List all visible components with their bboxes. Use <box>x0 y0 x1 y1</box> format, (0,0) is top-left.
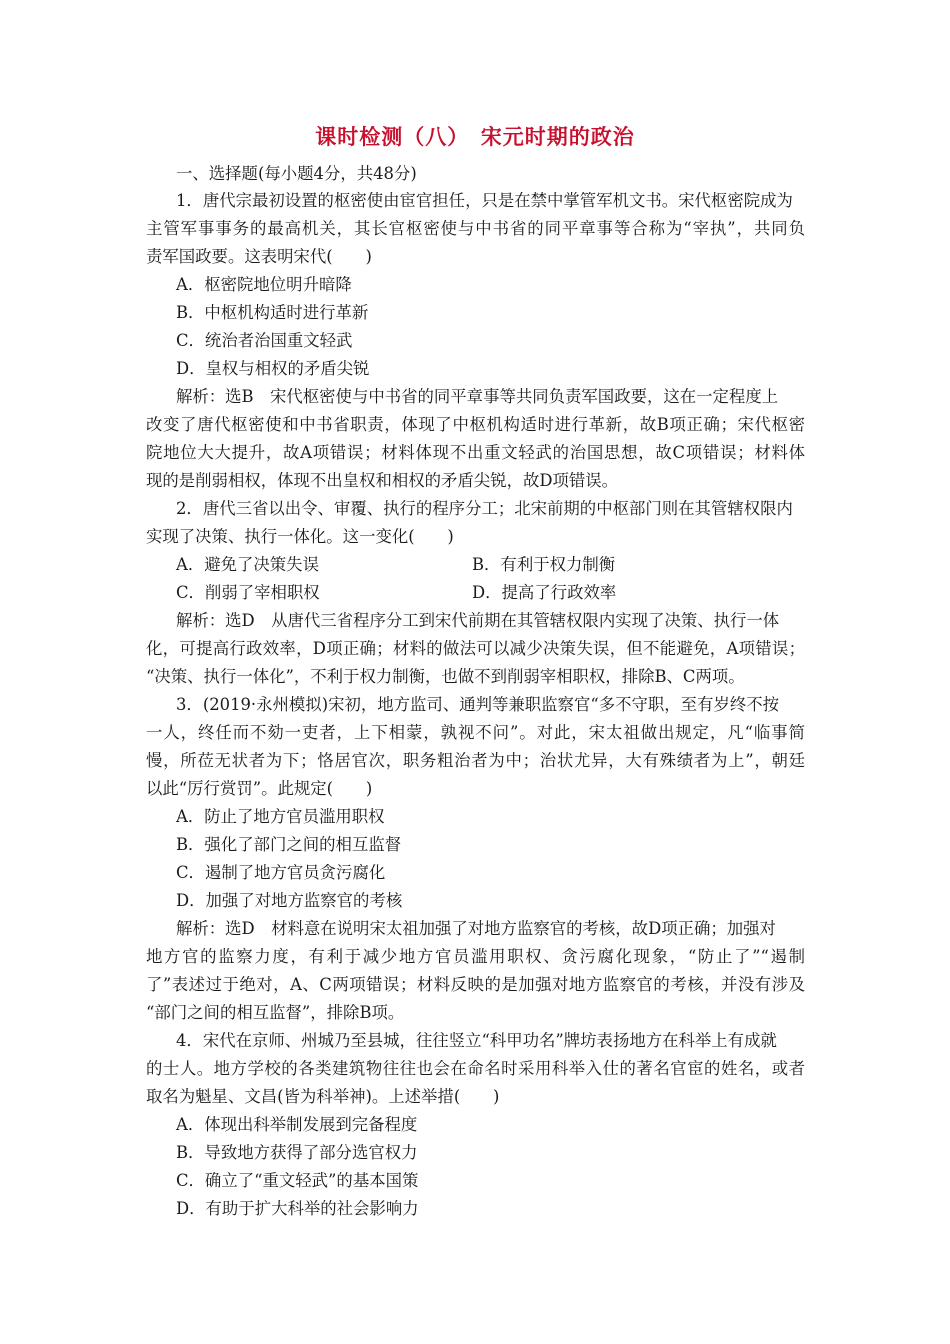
q3-option-c: C．遏制了地方官员贪污腐化 <box>176 863 386 882</box>
q2-stem-line-1: 2．唐代三省以出令、审覆、执行的程序分工；北宋前期的中枢部门则在其管辖权限内 <box>176 499 793 518</box>
q2-analysis-line-2: 化，可提高行政效率，D项正确；材料的做法可以减少决策失误，但不能避免，A项错误； <box>146 639 805 658</box>
section-heading: 一、选择题(每小题4分，共48分) <box>176 164 417 183</box>
q3-option-d: D．加强了对地方监察官的考核 <box>176 891 403 910</box>
q2-option-b: B．有利于权力制衡 <box>472 555 616 574</box>
q1-analysis-line-2: 改变了唐代枢密使和中书省职责，体现了中枢机构适时进行革新，故B项正确；宋代枢密 <box>146 415 805 434</box>
q2-option-a: A．避免了决策失误 <box>176 555 319 574</box>
q1-stem-line-2: 主管军事事务的最高机关，其长官枢密使与中书省的同平章事等合称为“宰执”，共同负 <box>146 219 805 238</box>
q4-option-d: D．有助于扩大科举的社会影响力 <box>176 1199 419 1218</box>
q4-option-c: C．确立了“重文轻武”的基本国策 <box>176 1171 419 1190</box>
q2-analysis-line-1: 解析：选D 从唐代三省程序分工到宋代前期在其管辖权限内实现了决策、执行一体 <box>176 611 780 630</box>
q1-analysis-line-1: 解析：选B 宋代枢密使与中书省的同平章事等共同负责军国政要，这在一定程度上 <box>176 387 779 406</box>
q4-stem-line-2: 的士人。地方学校的各类建筑物往往也会在命名时采用科举入仕的著名官宦的姓名，或者 <box>146 1059 805 1078</box>
q2-analysis-line-3: “决策、执行一体化”，不利于权力制衡，也做不到削弱宰相职权，排除B、C两项。 <box>146 667 745 686</box>
q1-stem-line-3: 责军国政要。这表明宋代( ) <box>146 247 372 266</box>
q3-analysis-line-3: 了”表述过于绝对，A、C两项错误；材料反映的是加强对地方监察官的考核，并没有涉及 <box>146 975 805 994</box>
q3-stem-line-1: 3．(2019·永州模拟)宋初，地方监司、通判等兼职监察官“多不守职，至有岁终不按 <box>176 695 780 714</box>
q3-option-a: A．防止了地方官员滥用职权 <box>176 807 385 826</box>
q1-option-c: C．统治者治国重文轻武 <box>176 331 353 350</box>
q3-analysis-line-4: “部门之间的相互监督”，排除B项。 <box>146 1003 405 1022</box>
q1-stem-line-1: 1．唐代宗最初设置的枢密使由宦官担任，只是在禁中掌管军机文书。宋代枢密院成为 <box>176 191 793 210</box>
q3-analysis-line-2: 地方官的监察力度，有利于减少地方官员滥用职权、贪污腐化现象，“防止了”“遏制 <box>146 947 805 966</box>
q2-option-c: C．削弱了宰相职权 <box>176 583 320 602</box>
q2-option-d: D．提高了行政效率 <box>472 583 617 602</box>
q4-stem-line-3: 取名为魁星、文昌(皆为科举神)。上述举措( ) <box>146 1087 500 1106</box>
q3-stem-line-2: 一人，终任而不劾一吏者，上下相蒙，孰视不问”。对此，宋太祖做出规定，凡“临事简 <box>146 723 805 742</box>
q1-analysis-line-3: 院地位大大提升，故A项错误；材料体现不出重文轻武的治国思想，故C项错误；材料体 <box>146 443 805 462</box>
q3-option-b: B．强化了部门之间的相互监督 <box>176 835 402 854</box>
q1-option-b: B．中枢机构适时进行革新 <box>176 303 369 322</box>
q1-option-a: A．枢密院地位明升暗降 <box>176 275 352 294</box>
q3-stem-line-4: 以此“厉行赏罚”。此规定( ) <box>146 779 373 798</box>
q4-stem-line-1: 4．宋代在京师、州城乃至县城，往往竖立“科甲功名”牌坊表扬地方在科举上有成就 <box>176 1031 777 1050</box>
q1-analysis-line-4: 现的是削弱相权，体现不出皇权和相权的矛盾尖锐，故D项错误。 <box>146 471 619 490</box>
q3-stem-line-3: 慢，所莅无状者为下；恪居官次，职务粗治者为中；治状尤异，大有殊绩者为上”，朝廷 <box>146 751 805 770</box>
q4-option-b: B．导致地方获得了部分选官权力 <box>176 1143 418 1162</box>
q1-option-d: D．皇权与相权的矛盾尖锐 <box>176 359 370 378</box>
q3-analysis-line-1: 解析：选D 材料意在说明宋太祖加强了对地方监察官的考核，故D项正确；加强对 <box>176 919 776 938</box>
q4-option-a: A．体现出科举制发展到完备程度 <box>176 1115 418 1134</box>
q2-stem-line-2: 实现了决策、执行一体化。这一变化( ) <box>146 527 454 546</box>
page-title: 课时检测（八） 宋元时期的政治 <box>315 125 635 149</box>
